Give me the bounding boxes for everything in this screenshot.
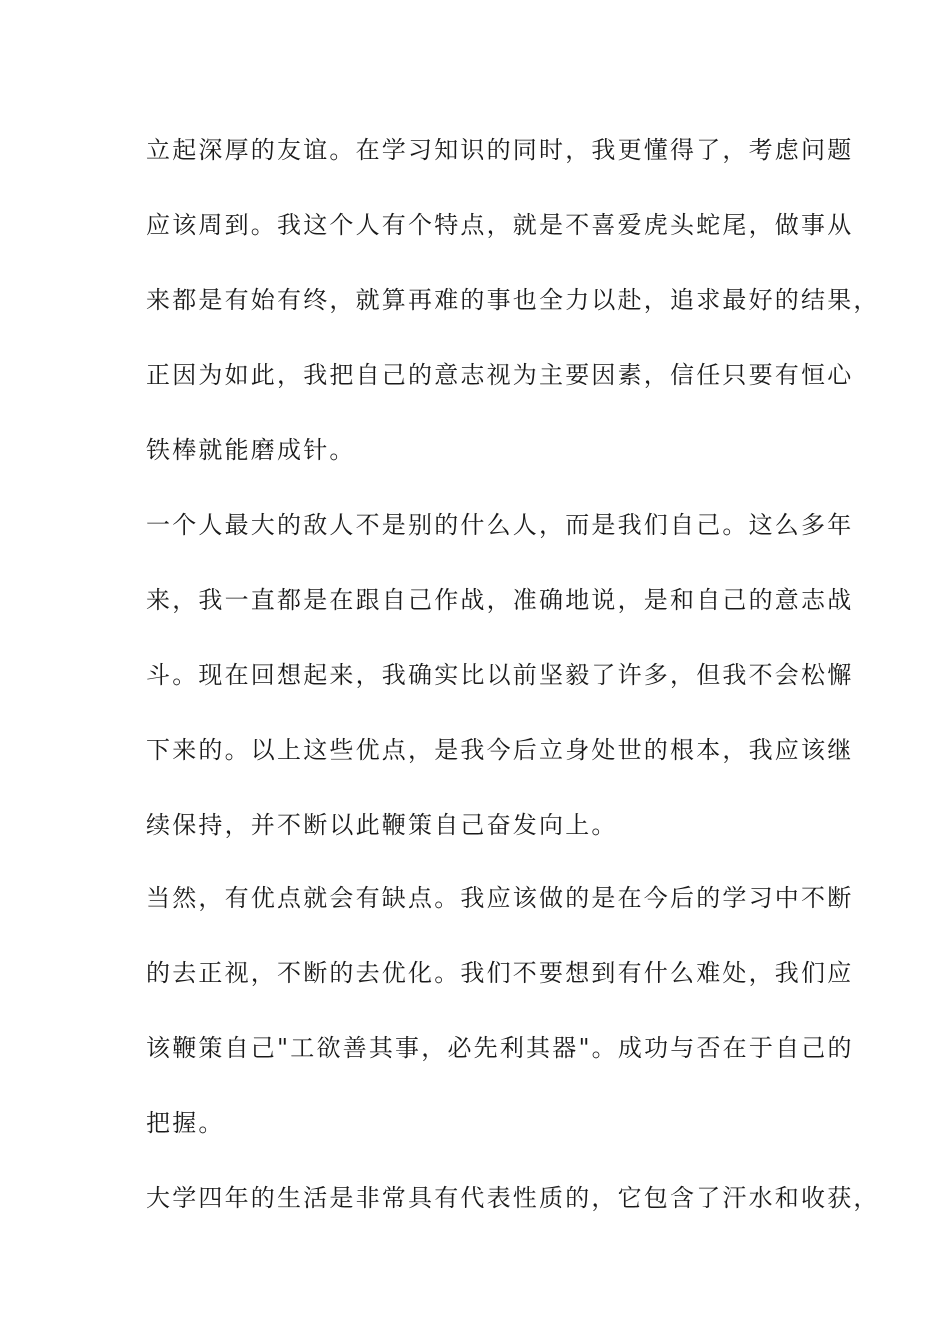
text-line: 铁棒就能磨成针。: [146, 436, 356, 464]
text-line: 续保持，并不断以此鞭策自己奋发向上。: [146, 811, 618, 839]
text-line: 把握。: [146, 1109, 225, 1137]
text-line: 来都是有始有终，就算再难的事也全力以赴，追求最好的结果，: [146, 286, 880, 314]
text-line: 当然，有优点就会有缺点。我应该做的是在今后的学习中不断: [146, 884, 854, 912]
text-line: 大学四年的生活是非常具有代表性质的，它包含了汗水和收获，: [146, 1184, 880, 1212]
text-line: 正因为如此，我把自己的意志视为主要因素，信任只要有恒心: [146, 361, 854, 389]
text-line: 应该周到。我这个人有个特点，就是不喜爱虎头蛇尾，做事从: [146, 211, 854, 239]
text-line: 下来的。以上这些优点，是我今后立身处世的根本，我应该继: [146, 736, 854, 764]
text-line: 一个人最大的敌人不是别的什么人，而是我们自己。这么多年: [146, 511, 854, 539]
text-line: 来，我一直都是在跟自己作战，准确地说，是和自己的意志战: [146, 586, 854, 614]
text-line: 的去正视，不断的去优化。我们不要想到有什么难处，我们应: [146, 959, 854, 987]
text-line: 斗。现在回想起来，我确实比以前坚毅了许多，但我不会松懈: [146, 661, 854, 689]
text-line: 立起深厚的友谊。在学习知识的同时，我更懂得了，考虑问题: [146, 136, 854, 164]
text-line: 该鞭策自己"工欲善其事，必先利其器"。成功与否在于自己的: [146, 1034, 854, 1062]
